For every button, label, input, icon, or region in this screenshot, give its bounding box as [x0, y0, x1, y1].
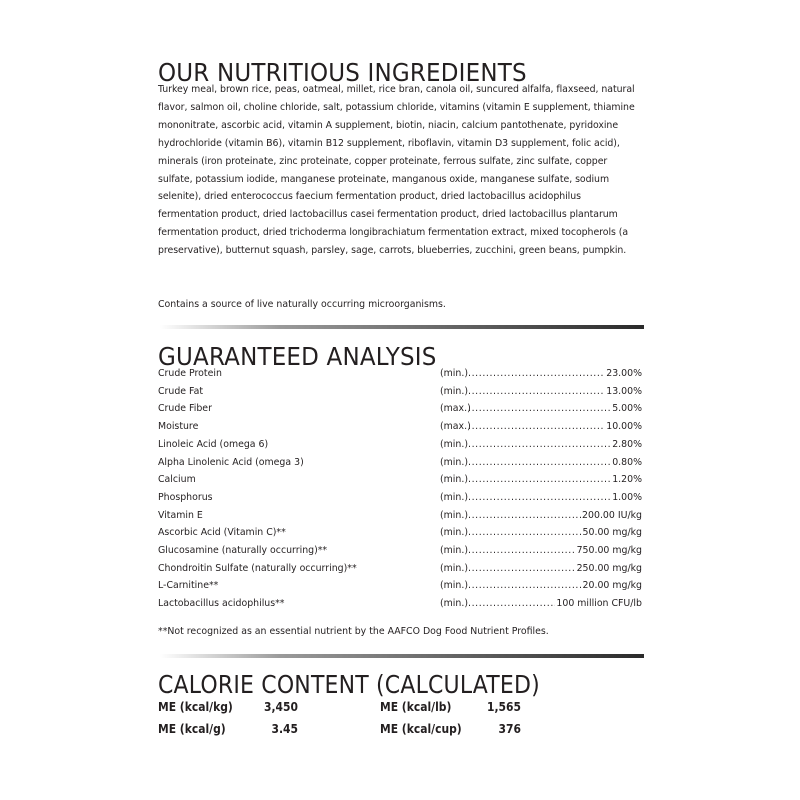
- analysis-row: [158, 580, 642, 598]
- analysis-row: [158, 403, 642, 421]
- nutrient-name: Crude Fat: [158, 385, 203, 397]
- nutrient-value: 50.00 mg/kg: [582, 527, 642, 539]
- nutrient-value: 20.00 mg/kg: [582, 580, 642, 592]
- nutrient-name: Phosphorus: [158, 491, 213, 503]
- dot-leader: [468, 386, 605, 397]
- nutrient-value: 0.80%: [612, 456, 642, 468]
- analysis-row: [158, 598, 642, 616]
- nutrient-qualifier: (min.): [440, 491, 468, 503]
- nutrient-name: Moisture: [158, 421, 199, 433]
- nutrient-value: 23.00%: [606, 368, 642, 379]
- nutrient-value: 2.80%: [612, 438, 642, 450]
- microorganisms-note: Contains a source of live naturally occurring microorganisms.: [158, 299, 446, 310]
- nutrient-qualifier: (min.): [440, 545, 468, 556]
- nutrient-value: 100 million CFU/lb: [556, 598, 642, 610]
- nutrient-name: L-Carnitine**: [158, 580, 219, 592]
- nutrient-name: Crude Protein: [158, 368, 222, 379]
- nutrient-qualifier: (min.): [440, 474, 468, 486]
- analysis-row: [158, 510, 642, 528]
- calorie-label: ME (kcal/g): [158, 721, 226, 736]
- dot-leader: [468, 421, 605, 432]
- analysis-title: GUARANTEED ANALYSIS: [158, 342, 437, 371]
- section-divider: [160, 654, 644, 658]
- calorie-label: ME (kcal/cup): [380, 721, 462, 736]
- dot-leader: [468, 545, 576, 556]
- dot-leader: [468, 403, 611, 414]
- section-divider: [160, 325, 644, 329]
- nutrient-qualifier: (min.): [440, 580, 468, 592]
- dot-leader: [468, 563, 576, 574]
- nutrient-qualifier: (min.): [440, 368, 468, 379]
- nutrient-qualifier: (min.): [440, 527, 468, 539]
- nutrient-name: Calcium: [158, 474, 196, 486]
- nutrient-qualifier: (max.): [440, 421, 471, 433]
- dot-leader: [468, 527, 582, 538]
- nutrient-value: 750.00 mg/kg: [576, 545, 642, 556]
- calorie-label: ME (kcal/kg): [158, 699, 233, 714]
- analysis-row: [158, 474, 642, 492]
- ingredients-text: Turkey meal, brown rice, peas, oatmeal, millet, rice bran, canola oil, suncured alfalfa, flaxseed, natural flavor, salmon oil, choline chloride, salt, potassium chloride, vitamins (vitamin E supplement, thiamine mononitrate, ascorbic acid, vitamin A supplement, biotin, niacin, calcium pantothenate, pyridoxine hydrochloride (vitamin B6), vitamin B12 supplement, riboflavin, vitamin D3 supplement, folic acid), minerals (iron proteinate, zinc proteinate, copper proteinate, ferrous sulfate, zinc sulfate, copper sulfate, potassium iodide, manganese proteinate, manganous oxide, manganese sulfate, sodium selenite), dried enterococcus faecium fermentation product, dried lactobacillus acidophilus fermentation product, dried lactobacillus casei fermentation product, dried lactobacillus plantarum fermentation product, dried trichoderma longibrachiatum fermentation extract, mixed tocopherols (a preservative), butternut squash, parsley, sage, carrots, blueberries, zucchini, green beans, pumpkin.: [158, 84, 635, 257]
- nutrient-value: 5.00%: [612, 403, 642, 415]
- nutrient-qualifier: (min.): [440, 562, 468, 574]
- dot-leader: [468, 492, 611, 503]
- analysis-row: [158, 527, 642, 545]
- nutrient-qualifier: (min.): [440, 509, 468, 521]
- dot-leader: [468, 598, 555, 609]
- calorie-value: 376: [498, 721, 521, 736]
- nutrient-qualifier: (min.): [440, 438, 468, 450]
- nutrient-qualifier: (min.): [440, 385, 468, 397]
- dot-leader: [468, 474, 611, 485]
- nutrient-name: Lactobacillus acidophilus**: [158, 598, 285, 610]
- nutrient-value: 1.00%: [612, 491, 642, 503]
- nutrient-name: Linoleic Acid (omega 6): [158, 438, 269, 450]
- calorie-value: 3.45: [271, 721, 298, 736]
- nutrient-name: Chondroitin Sulfate (naturally occurring)**: [158, 562, 357, 574]
- calorie-value: 1,565: [486, 699, 521, 714]
- nutrient-value: 10.00%: [606, 421, 642, 433]
- nutrient-value: 250.00 mg/kg: [576, 562, 642, 574]
- nutrient-value: 13.00%: [606, 385, 642, 397]
- nutrient-name: Ascorbic Acid (Vitamin C)**: [158, 527, 286, 539]
- calorie-title: CALORIE CONTENT (CALCULATED): [158, 670, 540, 699]
- dot-leader: [468, 510, 581, 521]
- calorie-value: 3,450: [263, 699, 298, 714]
- dot-leader: [468, 439, 611, 450]
- analysis-row: [158, 545, 642, 563]
- analysis-row: [158, 386, 642, 404]
- aafco-footnote: **Not recognized as an essential nutrient by the AAFCO Dog Food Nutrient Profiles.: [158, 626, 549, 637]
- dot-leader: [468, 368, 605, 379]
- nutrient-value: 200.00 IU/kg: [582, 509, 642, 521]
- nutrient-name: Crude Fiber: [158, 403, 212, 415]
- nutrient-name: Vitamin E: [158, 509, 203, 521]
- ingredients-title: OUR NUTRITIOUS INGREDIENTS: [158, 58, 527, 87]
- calorie-label: ME (kcal/lb): [380, 699, 452, 714]
- analysis-row: [158, 457, 642, 475]
- nutrient-name: Alpha Linolenic Acid (omega 3): [158, 456, 304, 468]
- analysis-row: [158, 492, 642, 510]
- analysis-row: [158, 439, 642, 457]
- nutrient-qualifier: (max.): [440, 403, 471, 415]
- analysis-row: [158, 563, 642, 581]
- nutrient-qualifier: (min.): [440, 456, 468, 468]
- dot-leader: [468, 457, 611, 468]
- dot-leader: [468, 580, 582, 591]
- analysis-row: [158, 368, 642, 386]
- nutrient-value: 1.20%: [612, 474, 642, 486]
- analysis-row: [158, 421, 642, 439]
- nutrient-name: Glucosamine (naturally occurring)**: [158, 545, 328, 556]
- nutrient-qualifier: (min.): [440, 598, 468, 610]
